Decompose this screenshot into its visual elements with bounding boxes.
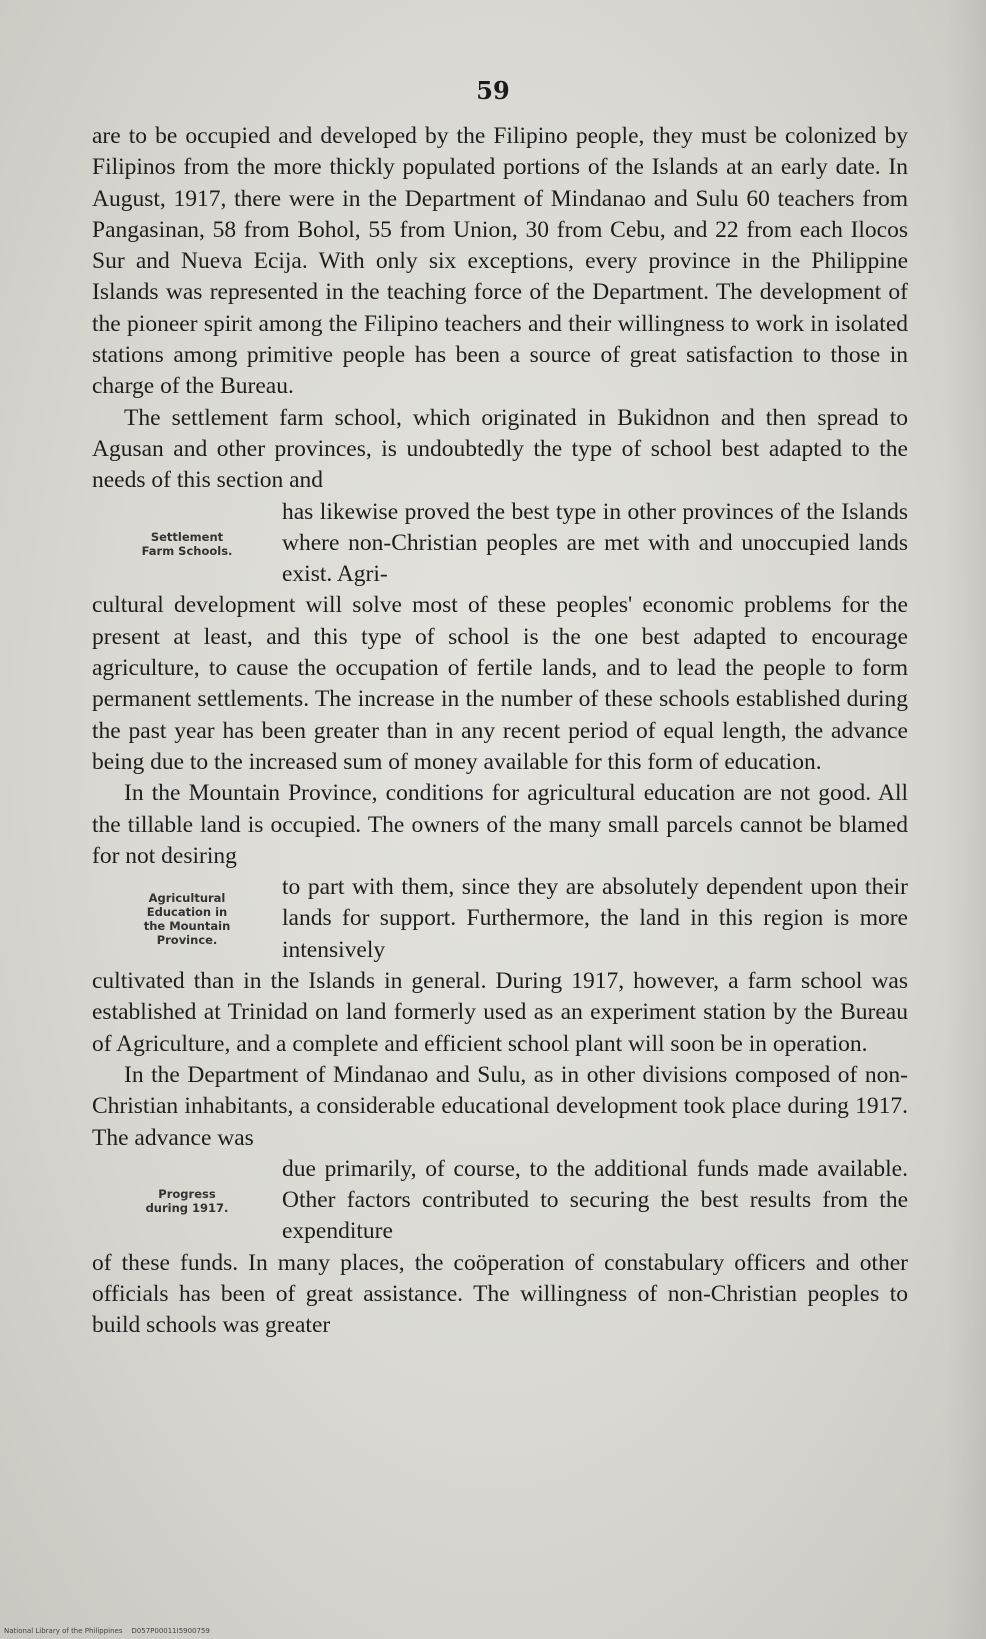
paragraph-settlement-lead: The settlement farm school, which originated in Bukidnon and then spread to Agusan and other provinces, is undoubtedly the type of school best adapted to the needs of this section and (92, 404, 908, 494)
page-edge-shadow (946, 0, 986, 1639)
margin-note-progress-1917: Progress during 1917. (145, 1186, 229, 1215)
paragraph-mindanao-lead: In the Department of Mindanao and Sulu, as in other divisions composed of non-Christian inhabitants, a considerable educational development took place during 1917. The advance was (92, 1061, 908, 1151)
paragraph-mindanao-inset: due primarily, of course, to the additional funds made available. Other factors contributed to securing the best results from the expenditure (282, 1155, 908, 1245)
paragraph-mountain-inset: to part with them, since they are absolutely dependent upon their lands for support. Furthermore, the land in this region is more intensively (282, 874, 908, 963)
margin-note-agricultural-education: Agricultural Education in the Mountain Province. (143, 891, 231, 948)
margin-note-settlement-farm-schools: Settlement Farm Schools. (141, 529, 233, 558)
settlement-margin-row (92, 497, 908, 591)
paragraph-settlement-inset: has likewise proved the best type in other provinces of the Islands where non-Christian peoples are met with and unoccupied lands exist. Agri- (282, 498, 908, 588)
paragraph-mountain-lead: In the Mountain Province, conditions for agricultural education are not good. All the tillable land is occupied. The owners of the many small parcels cannot be blamed for not desiring (92, 780, 908, 869)
scan-footer-credit: National Library of the Philippines D057P00011I5900759 (4, 1627, 210, 1635)
paragraph-mountain-rest: cultivated than in the Islands in general. During 1917, however, a farm school was established at Trinidad on land formerly used as an experiment station by the Bureau of Agriculture, and a complete and efficient school plant will soon be in operation. (92, 968, 908, 1057)
progress-margin-row (92, 1154, 908, 1248)
paragraph-teachers: are to be occupied and developed by the Filipino people, they must be colonized by Filipinos from the more thickly populated portions of the Islands at an early date. In August, 1917, there were in the Department of Mindanao and Sulu 60 teachers from Pangasinan, 58 from Bohol, 55 from Union, 30 from Cebu, and 22 from each Ilocos Sur and Nueva Ecija. With only six exceptions, every province in the Philippine Islands was represented in the teaching force of the Department. The development of the pioneer spirit among the Filipino teachers and their willingness to work in isolated stations among primitive people has been a source of great satisfaction to those in charge of the Bureau. (92, 123, 908, 400)
page-number: 59 (476, 76, 510, 105)
paragraph-mindanao-rest: of these funds. In many places, the coöperation of constabulary officers and other officials has been of great assistance. The willingness of non-Christian peoples to build schools was greater (92, 1249, 908, 1339)
body-text (92, 121, 908, 1342)
paragraph-settlement-rest: cultural development will solve most of these peoples' economic problems for the present at least, and this type of school is the one best adapted to encourage agriculture, to cause the occupation of fertile lands, and to lead the people to form permanent settlements. The increase in the number of these schools established during the past year has been greater than in any recent period of equal length, the advance being due to the increased sum of money available for this form of education. (92, 592, 908, 775)
mountain-margin-row (92, 872, 908, 966)
